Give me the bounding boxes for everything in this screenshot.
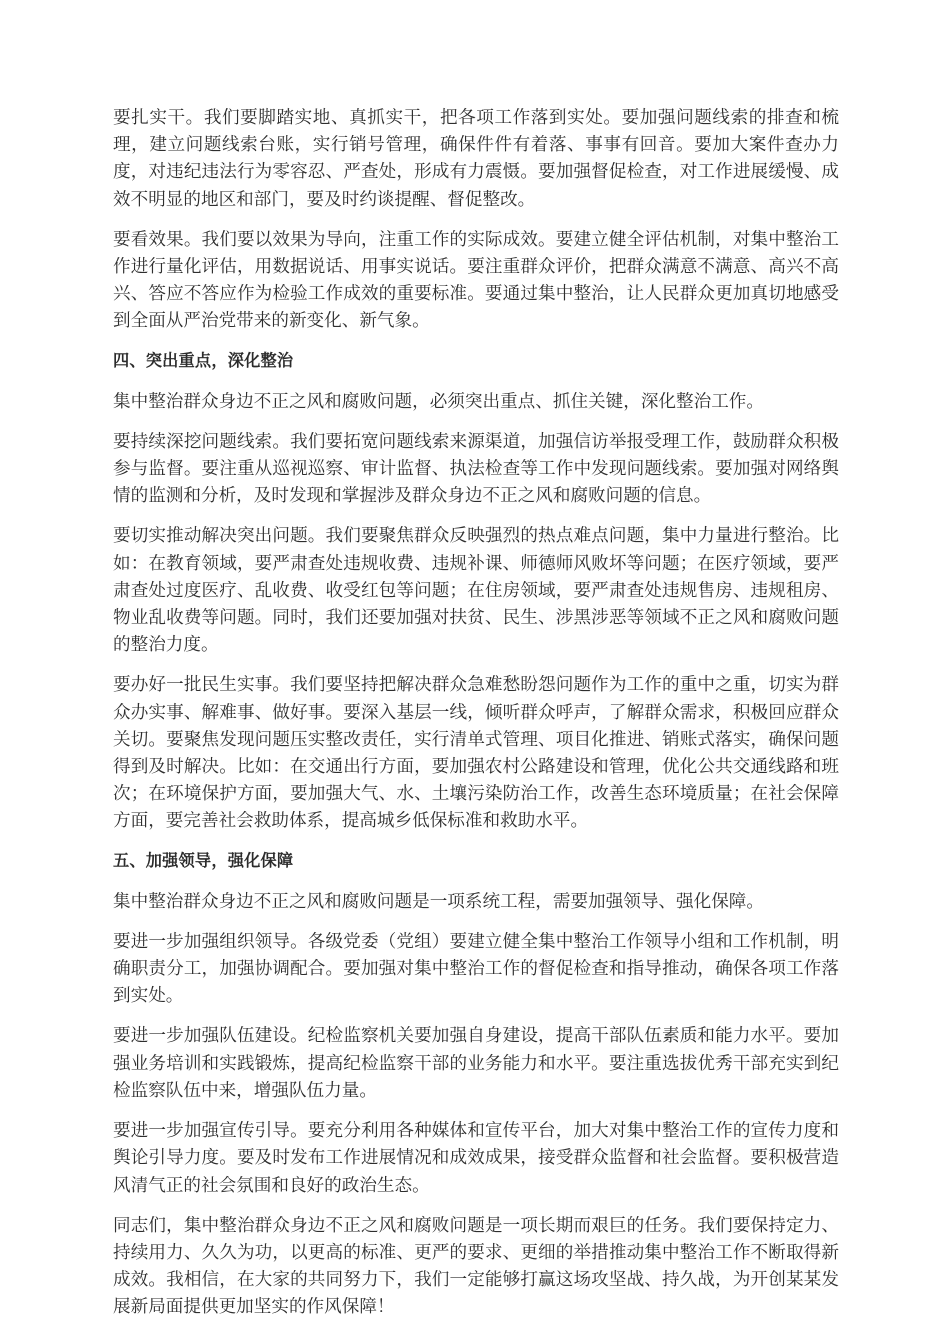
heading-five: 五、加强领导，强化保障 bbox=[113, 851, 294, 870]
paragraph-zuzhi-lingdao: 要进一步加强组织领导。各级党委（党组）要建立健全集中整治工作领导小组和工作机制，明确职责分工，加强协调配合。要加强对集中整治工作的督促检查和指导推动，确保各项工作落到实处。 bbox=[113, 930, 839, 1006]
document-body bbox=[113, 104, 839, 1321]
heading-four: 四、突出重点，深化整治 bbox=[113, 351, 294, 370]
paragraph-shenwa-xiansuo: 要持续深挖问题线索。我们要拓宽问题线索来源渠道，加强信访举报受理工作，鼓励群众积极参与监督。要注重从巡视巡察、审计监督、执法检查等工作中发现问题线索。要加强对网络舆情的监测和分析，及时发现和掌握涉及群众身边不正之风和腐败问题的信息。 bbox=[113, 430, 839, 506]
paragraph-xuanchuan-yindao: 要进一步加强宣传引导。要充分利用各种媒体和宣传平台，加大对集中整治工作的宣传力度和舆论引导力度。要及时发布工作进展情况和成效成果，接受群众监督和社会监督。要积极营造风清气正的社会氛围和良好的政治生态。 bbox=[113, 1120, 839, 1195]
paragraph-closing: 同志们，集中整治群众身边不正之风和腐败问题是一项长期而艰巨的任务。我们要保持定力、持续用力、久久为功，以更高的标准、更严的要求、更细的举措推动集中整治工作不断取得新成效。我相信，在大家的共同努力下，我们一定能够打赢这场攻坚战、持久战，为开创某某发展新局面提供更加坚实的作风保障！ bbox=[113, 1214, 839, 1317]
paragraph-kan-xiaoguo: 要看效果。我们要以效果为导向，注重工作的实际成效。要建立健全评估机制，对集中整治工作进行量化评估，用数据说话、用事实说话。要注重群众评价，把群众满意不满意、高兴不高兴、答应不答应作为检验工作成效的重要标准。要通过集中整治，让人民群众更加真切地感受到全面从严治党带来的新变化、新气象。 bbox=[113, 228, 839, 331]
paragraph-duiwu-jianshe: 要进一步加强队伍建设。纪检监察机关要加强自身建设，提高干部队伍素质和能力水平。要加强业务培训和实践锻炼，提高纪检监察干部的业务能力和水平。要注重选拔优秀干部充实到纪检监察队伍中来，增强队伍力量。 bbox=[113, 1025, 839, 1100]
paragraph-shi-gan: 要扎实干。我们要脚踏实地、真抓实干，把各项工作落到实处。要加强问题线索的排查和梳理，建立问题线索台账，实行销号管理，确保件件有着落、事事有回音。要加大案件查办力度，对违纪违法行为零容忍、严查处，形成有力震慑。要加强督促检查，对工作进展缓慢、成效不明显的地区和部门，要及时约谈提醒、督促整改。 bbox=[113, 107, 839, 209]
paragraph-tuidong-tuchu: 要切实推动解决突出问题。我们要聚焦群众反映强烈的热点难点问题，集中力量进行整治。比如：在教育领域，要严肃查处违规收费、违规补课、师德师风败坏等问题；在医疗领域，要严肃查处过度医疗、乱收费、收受红包等问题；在住房领域，要严肃查处违规售房、违规租房、物业乱收费等问题。同时，我们还要加强对扶贫、民生、涉黑涉恶等领域不正之风和腐败问题的整治力度。 bbox=[113, 525, 839, 655]
paragraph-four-intro: 集中整治群众身边不正之风和腐败问题，必须突出重点、抓住关键，深化整治工作。 bbox=[113, 390, 764, 411]
paragraph-five-intro: 集中整治群众身边不正之风和腐败问题是一项系统工程，需要加强领导、强化保障。 bbox=[113, 890, 764, 911]
paragraph-minsheng-shishi: 要办好一批民生实事。我们要坚持把解决群众急难愁盼怨问题作为工作的重中之重，切实为群众办实事、解难事、做好事。要深入基层一线，倾听群众呼声，了解群众需求，积极回应群众关切。要聚焦发现问题压实整改责任，实行清单式管理、项目化推进、销账式落实，确保问题得到及时解决。比如：在交通出行方面，要加强农村公路建设和管理，优化公共交通线路和班次；在环境保护方面，要加强大气、水、土壤污染防治工作，改善生态环境质量；在社会保障方面，要完善社会救助体系，提高城乡低保标准和救助水平。 bbox=[113, 674, 839, 831]
